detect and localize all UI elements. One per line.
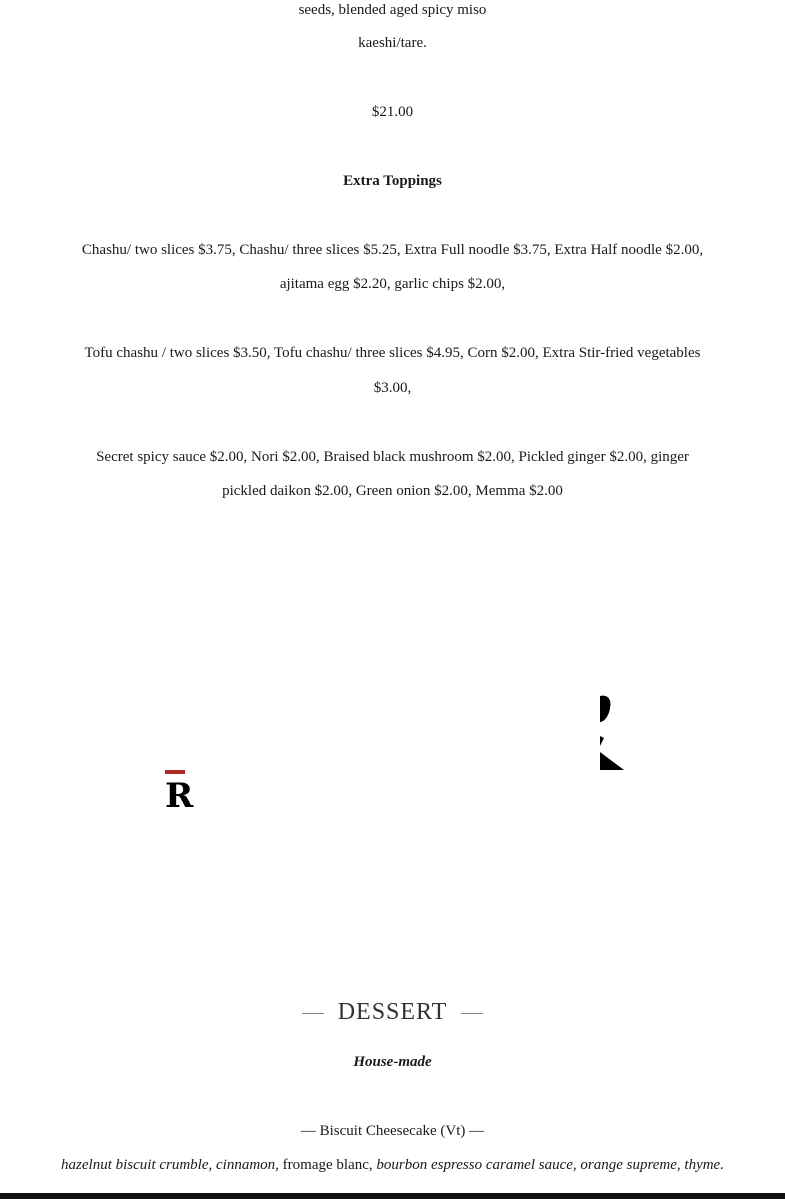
extra-toppings-title: Extra Toppings [343,173,442,189]
dessert-item-description [0,1155,785,1175]
toppings-group-2-line-2: $3.00, [373,380,412,396]
dessert-desc-part-2: fromage blanc, [278,1157,377,1173]
dessert-subheading: House-made [353,1054,432,1070]
logo-glyph-fragment [598,690,628,774]
heading-dash-left [302,1013,324,1014]
toppings-group-3-line-2: pickled daikon $2.00, Green onion $2.00, Memma $2.00 [222,483,563,499]
ramen-description-line-2: kaeshi/tare. [358,35,427,51]
ramen-price: $21.00 [371,104,414,120]
dessert-heading-text: DESSERT [337,999,448,1025]
dessert-item-name: — Biscuit Cheesecake (Vt) — [300,1123,485,1139]
bottom-rule [0,1193,785,1199]
dessert-heading [0,996,785,1028]
toppings-group-3-line-1: Secret spicy sauce $2.00, Nori $2.00, Braised black mushroom $2.00, Pickled ginger $2.00, ginger [96,449,689,465]
toppings-group-1-line-1: Chashu/ two slices $3.75, Chashu/ three slices $5.25, Extra Full noodle $3.75, Extra Half noodle $2.00, [81,242,704,258]
toppings-group-1-line-2: ajitama egg $2.20, garlic chips $2.00, [279,276,506,292]
ramen-description-line-1: seeds, blended aged spicy miso [298,2,487,18]
logo-letter-fragment: R [165,776,194,816]
dessert-desc-part-1: hazelnut biscuit crumble, cinnamon, [61,1157,279,1173]
toppings-group-2-line-1: Tofu chashu / two slices $3.50, Tofu chashu/ three slices $4.95, Corn $2.00, Extra Stir-fried vegetables [84,345,701,361]
logo-accent-bar [165,770,185,774]
heading-dash-right [461,1013,483,1014]
dessert-desc-part-3: bourbon espresso caramel sauce, orange supreme, thyme. [376,1157,724,1173]
